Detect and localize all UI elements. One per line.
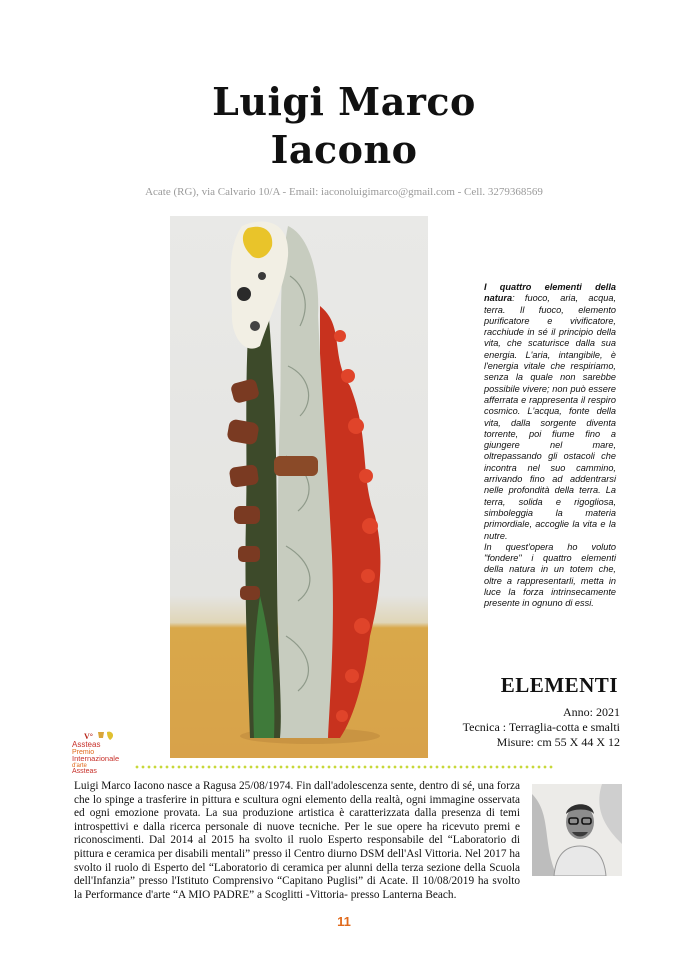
artist-first-name: Luigi Marco [212,79,476,124]
artist-portrait [532,784,622,876]
page-number: 11 [337,914,351,929]
artwork-size: Misure: cm 55 X 44 X 12 [496,735,620,749]
dotted-divider [134,765,554,769]
page-title [0,78,688,174]
artist-last-name: Iacono [270,127,418,172]
logo-line3: Internazionale [72,754,120,763]
artwork-photo [170,216,428,758]
assteas-logo [70,730,140,774]
artwork-description [484,282,616,610]
artwork-technique: Tecnica : Terraglia-cotta e smalti [462,720,620,734]
logo-edition: V° [84,732,93,741]
description-body: : fuoco, aria, acqua, terra. Il fuoco, elemento purificatore e vivificatore, racchiude in sé il principio della vita, che scaturisce dalla sua energia. L'aria, intangibile, è l'energia vitale che respiriamo, senza la quale non sarebbe possibile vivere; non può essere afferrata e rappresenta il respiro cosmico. L'acqua, fonte della vita, dalla sorgente diventa torrente, poi fiume fino a giungere nel mare, oltrepassando gli ostacoli che incontra nel suo cammino, arrivando fino ad addentrarsi nelle profondità della terra. La terra, solida e rigogliosa, simboleggia la materia primordiale, accoglie la vita e la nutre. [484,293,616,541]
logo-line2: Premio [72,749,95,756]
artwork-title: ELEMENTI [500,673,618,697]
logo-line5: Assteas [72,768,97,774]
logo-line1: Assteas [72,740,101,749]
contact-line: Acate (RG), via Calvario 10/A - Email: iaconoluigimarco@gmail.com - Cell. 3279368569 [145,186,543,198]
artwork-year: Anno: 2021 [563,705,620,719]
description-closing: In quest'opera ho voluto "fondere" i quattro elementi della natura in un totem che, oltre a rappresentarli, metta in luce la forza intrinsecamente presente in ognuno di essi. [484,541,616,609]
artist-biography: Luigi Marco Iacono nasce a Ragusa 25/08/1974. Fin dall'adolescenza sente, dentro di sé, una forza che lo spinge a trasferire in pittura e scultura ogni elemento della realtà, ogni immagine osservata ed ogni emozione provata. La sua produzione artistica è caratterizzata dalla presenza di temi introspettivi e dalla ricerca personale di nuove tecniche. Per le sue opere ha ricevuto premi e riconoscimenti. Dal 2014 al 2015 ha svolto il ruolo Esperto responsabile del “Laboratorio di pittura e ceramica per disabili mentali” presso il Centro diurno DSM dell'Asl Vittoria. Nel 2017 ha svolto il ruolo di Esperto del “Laboratorio di ceramica per alunni della terza sezione della Scuola dell'Infanzia” presso l'Istituto Comprensivo “Capitano Puglisi” di Acate. Il 10/08/2019 ha svolto la Performance d'arte “A MIO PADRE” a Scoglitti -Vittoria- presso Lanterna Beach. [74,780,520,901]
description-lead: I quattro elementi della natura [484,282,616,304]
logo-line4: d'arte [72,763,87,769]
